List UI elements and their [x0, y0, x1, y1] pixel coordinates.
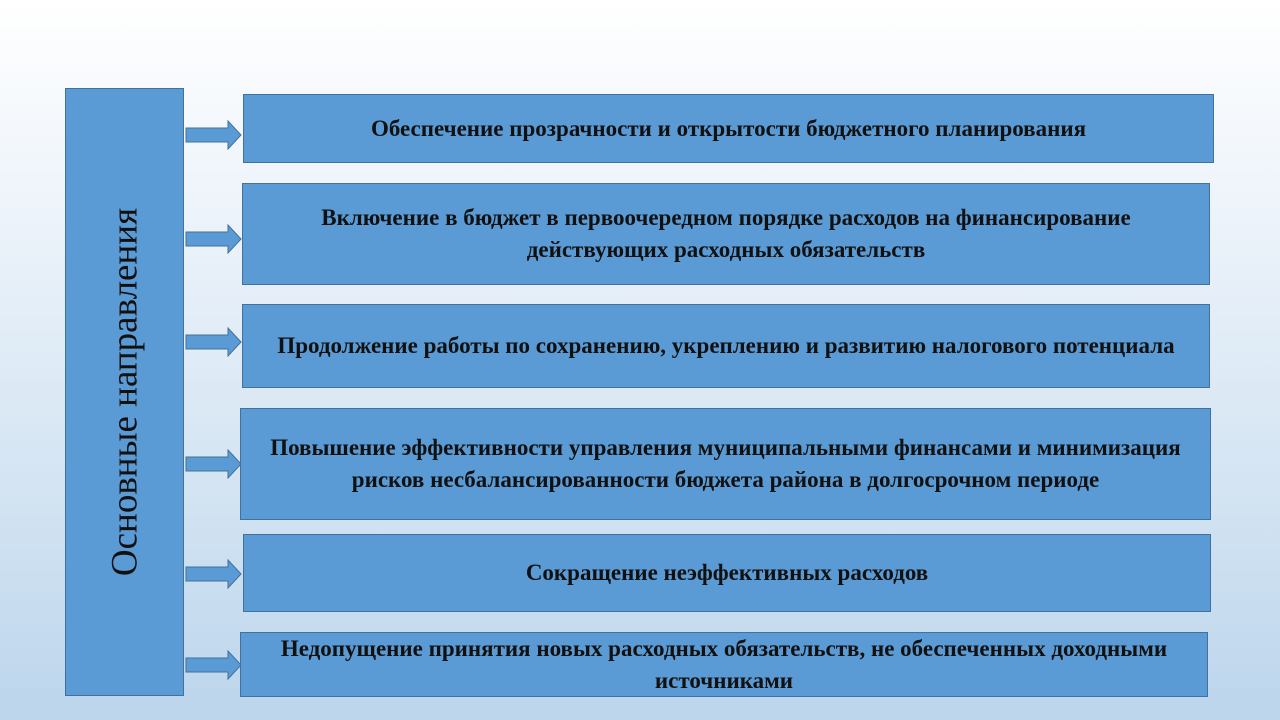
direction-text: Включение в бюджет в первоочередном порядке расходов на финансирование действующих расходных обязательств — [321, 205, 1131, 262]
direction-box — [240, 632, 1208, 697]
arrow-right-icon — [184, 559, 242, 589]
direction-box — [240, 408, 1211, 520]
direction-box — [243, 534, 1211, 612]
arrow-right-icon — [184, 120, 242, 150]
direction-text: Повышение эффективности управления муниципальными финансами и минимизация рисков несбалансированности бюджета района в долгосрочном периоде — [270, 435, 1181, 492]
arrow-right-icon — [184, 327, 242, 357]
direction-text: Сокращение неэффективных расходов — [525, 560, 929, 585]
main-category-box — [65, 88, 184, 696]
direction-text: Недопущение принятия новых расходных обязательств, не обеспеченных доходными источниками — [280, 635, 1168, 693]
direction-text: Продолжение работы по сохранению, укреплению и развитию налогового потенциала — [277, 333, 1175, 358]
arrow-right-icon — [184, 650, 242, 680]
direction-box — [242, 183, 1210, 285]
arrow-right-icon — [184, 224, 242, 254]
direction-text: Обеспечение прозрачности и открытости бюджетного планирования — [370, 115, 1087, 141]
direction-box — [243, 94, 1214, 163]
arrow-right-icon — [184, 449, 242, 479]
direction-box — [242, 304, 1210, 388]
main-category-label: Основные направления — [104, 207, 145, 577]
